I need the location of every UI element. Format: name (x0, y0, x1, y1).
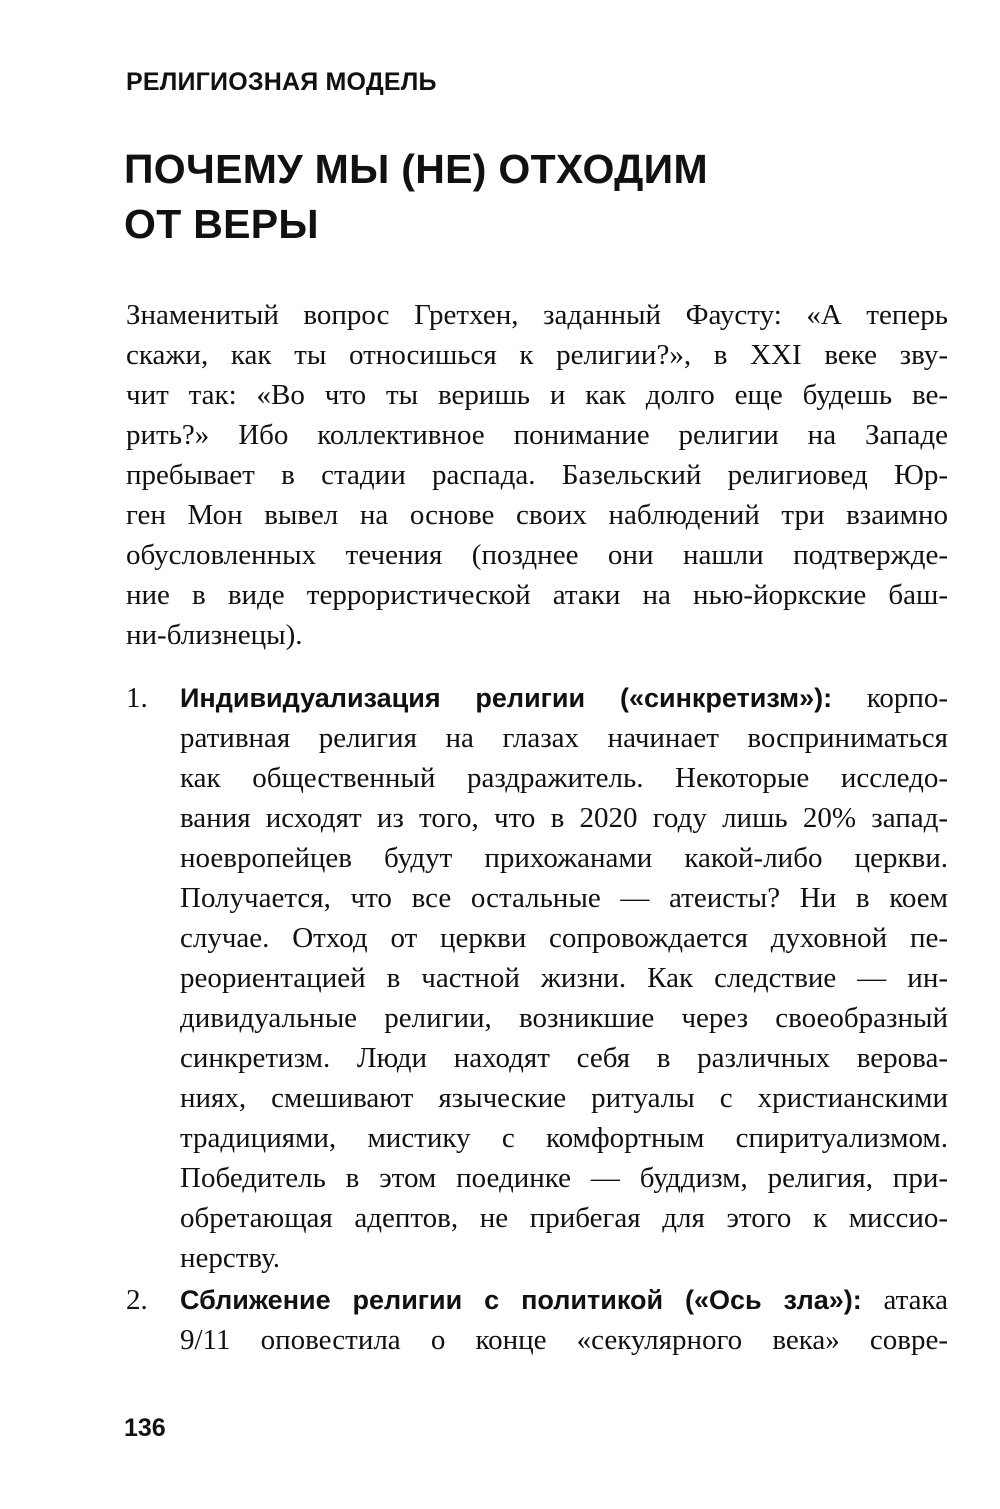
intro-line: рить?» Ибо коллективное понимание религии на Западе (126, 419, 948, 451)
intro-paragraph (126, 295, 948, 655)
list-item-religion-politics (126, 1280, 948, 1360)
running-head: РЕЛИГИОЗНАЯ МОДЕЛЬ (126, 68, 437, 96)
list-item-individualization (126, 678, 948, 1278)
list-item-line: реориентацией в частной жизни. Как следствие — ин- (180, 962, 948, 994)
list-item-body (180, 1280, 948, 1360)
chapter-title-line-2: ОТ ВЕРЫ (124, 201, 319, 247)
list-item-line: синкретизм. Люди находят себя в различных верова- (180, 1042, 948, 1074)
list-item-number: 2. (126, 1284, 148, 1316)
list-item-line: как общественный раздражитель. Некоторые исследо- (180, 762, 948, 794)
list-item-line: нерству. (180, 1242, 280, 1274)
list-item-body (180, 678, 948, 1278)
list-item-number: 1. (126, 682, 148, 714)
list-item-line: традициями, мистику с комфортным спиритуализмом. (180, 1122, 948, 1154)
page-number: 136 (124, 1414, 166, 1442)
list-item-line: Получается, что все остальные — атеисты? Ни в коем (180, 882, 948, 914)
list-item-line: ноевропейцев будут прихожанами какой-либо церкви. (180, 842, 948, 874)
list-item-term: Индивидуализация религии («синкретизм»): (180, 683, 833, 713)
list-item-line: ниях, смешивают языческие ритуалы с христианскими (180, 1082, 948, 1114)
list-item-line: 9/11 оповестила о конце «секулярного века» совре- (180, 1324, 948, 1356)
numbered-list (126, 678, 948, 1362)
list-item-line: обретающая адептов, не прибегая для этого к миссио- (180, 1202, 948, 1234)
list-item-first-line (180, 678, 948, 718)
intro-line: ние в виде террористической атаки на нью-йоркские баш- (126, 579, 948, 611)
intro-line: обусловленных течения (позднее они нашли подтвержде- (126, 539, 948, 571)
intro-line: скажи, как ты относишься к религии?», в XXI веке зву- (126, 339, 948, 371)
list-item-term: Сближение религии с политикой («Ось зла»): (180, 1285, 862, 1315)
list-item-line: дивидуальные религии, возникшие через своеобразный (180, 1002, 948, 1034)
chapter-title-line-1: ПОЧЕМУ МЫ (НЕ) ОТХОДИМ (124, 146, 708, 192)
list-item-line: вания исходят из того, что в 2020 году лишь 20% запад- (180, 802, 948, 834)
list-item-first-line (180, 1280, 948, 1320)
intro-line: Знаменитый вопрос Гретхен, заданный Фаусту: «А теперь (126, 299, 948, 331)
intro-line: пребывает в стадии распада. Базельский религиовед Юр- (126, 459, 948, 491)
intro-line: ни-близнецы). (126, 619, 303, 651)
intro-line: чит так: «Во что ты веришь и как долго еще будешь ве- (126, 379, 948, 411)
list-item-line: ративная религия на глазах начинает восприниматься (180, 722, 948, 754)
chapter-title (124, 142, 884, 252)
list-item-first-line-rest: корпо- (832, 682, 948, 714)
list-item-line: случае. Отход от церкви сопровождается духовной пе- (180, 922, 948, 954)
list-item-line: Победитель в этом поединке — буддизм, религия, при- (180, 1162, 948, 1194)
list-item-first-line-rest: атака (861, 1284, 948, 1316)
intro-line: ген Мон вывел на основе своих наблюдений три взаимно (126, 499, 948, 531)
